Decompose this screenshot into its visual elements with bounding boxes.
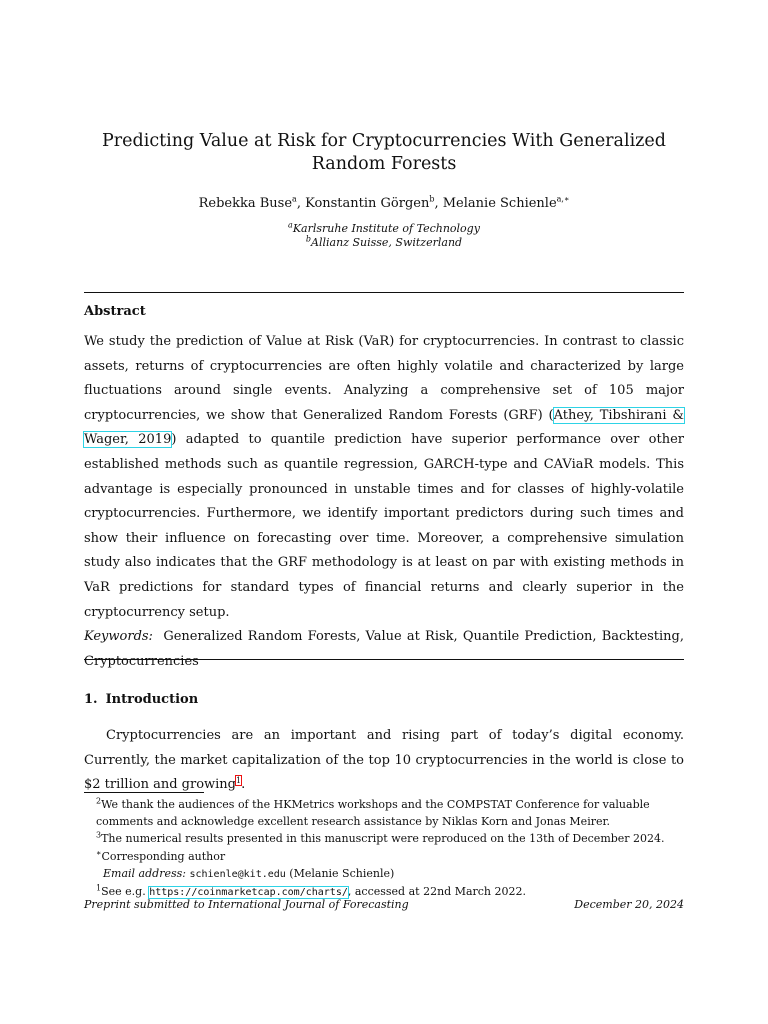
footnote-rule (84, 792, 204, 793)
keywords (84, 625, 684, 674)
footnote-text: , accessed at 22nd March 2022. (347, 885, 527, 899)
abstract-heading: Abstract (84, 304, 146, 319)
footnote-text: See e.g. (101, 885, 150, 899)
intro-text: Cryptocurrencies are an important and rising part of today’s digital economy. Currently, the market capitalization of the top 10 cryptocurrencies in the world is close to $2 trillion and growing (84, 728, 684, 793)
intro-end: . (241, 777, 246, 793)
affiliation-mark: b (305, 234, 312, 244)
citation-year: 2019 (138, 432, 172, 448)
footnote-corresponding (84, 848, 684, 865)
footnotes (84, 796, 684, 901)
author-affil-mark: a (292, 194, 297, 204)
footer-journal: Preprint submitted to International Journal of Forecasting (84, 898, 409, 911)
author-affil-mark: b (429, 194, 435, 204)
abstract-text: ) adapted to quantile prediction have superior performance over other established methods such as quantile regression, GARCH-type and CAViaR models. This advantage is especially pronounced in unstable times and for classes of highly-volatile cryptocurrencies. Furthermore, we identify important predictors during such times and show their influence on forecasting over time. Moreover, a comprehensive simulation study also indicates that the GRF methodology is at least on par with existing methods in VaR predictions for standard types of financial returns and clearly superior in the cryptocurrency setup. (84, 432, 684, 620)
footnote-2 (84, 796, 684, 830)
url-link-coinmarketcap[interactable]: https://coinmarketcap.com/charts/ (149, 887, 348, 899)
author-affil-mark: a,∗ (556, 194, 570, 204)
email-link[interactable]: schienle@kit.edu (189, 868, 286, 880)
citation-authors: Athey, Tibshirani & Wager (84, 407, 684, 448)
footnote-email (84, 865, 684, 883)
footnote-mark: 3 (96, 830, 102, 840)
footnote-link-1[interactable]: 1 (236, 775, 242, 785)
section-heading (84, 692, 198, 707)
footnote-text: The numerical results presented in this manuscript were reproduced on the 13th of December 2024. (101, 832, 665, 846)
footnote-mark: ∗ (96, 847, 102, 857)
author-list: Rebekka Buse$^a$, Konstantin Görgen$^b$, Melanie Schienle$^{a,∗}$ (198, 194, 570, 211)
affiliation-text: Allianz Suisse, Switzerland (311, 236, 463, 249)
abstract-text: We study the prediction of Value at Risk (VaR) for cryptocurrencies. In contrast to classic assets, returns of cryptocurrencies are often highly volatile and characterized by large fluctuations around single events. Analyzing a comprehensive set of 105 major cryptocurrencies, we show that Generalized Random Forests (GRF) ( (84, 334, 684, 423)
footnote-text: Corresponding author (101, 849, 226, 863)
author-name: Melanie Schienle (442, 196, 557, 211)
footnote-text: We thank the audiences of the HKMetrics workshops and the COMPSTAT Conference for valuable comments and acknowledge excellent research assistance by Niklas Korn and Jonas Meirer. (96, 798, 650, 829)
affiliation (84, 236, 684, 249)
footnote-mark: 1 (96, 883, 102, 893)
author-name: Konstantin Görgen (305, 196, 430, 211)
email-label: Email address: (103, 866, 186, 880)
author-name: Rebekka Buse (198, 196, 293, 211)
section-number: 1. (84, 692, 98, 707)
abstract-top-rule (84, 292, 684, 293)
keywords-text: Generalized Random Forests, Value at Risk, Quantile Prediction, Backtesting, Cryptocurrencies (84, 629, 684, 669)
affiliation-mark: a (288, 220, 293, 230)
paper-title: Predicting Value at Risk for Cryptocurrencies With Generalized Random Forests (102, 131, 666, 174)
abstract-body (84, 330, 684, 674)
abstract-bottom-rule (84, 659, 684, 660)
page-footer (84, 898, 684, 911)
affiliation-text: Karlsruhe Institute of Technology (292, 222, 480, 235)
intro-paragraph (84, 724, 684, 798)
footnote-mark: 2 (96, 796, 102, 806)
affiliation (84, 222, 684, 235)
citation-sep: , (124, 432, 139, 448)
email-name: (Melanie Schienle) (289, 866, 395, 880)
keywords-label: Keywords: (84, 629, 153, 645)
footnote-3 (84, 830, 684, 847)
section-title: Introduction (105, 692, 199, 707)
footer-date: December 20, 2024 (574, 898, 684, 911)
